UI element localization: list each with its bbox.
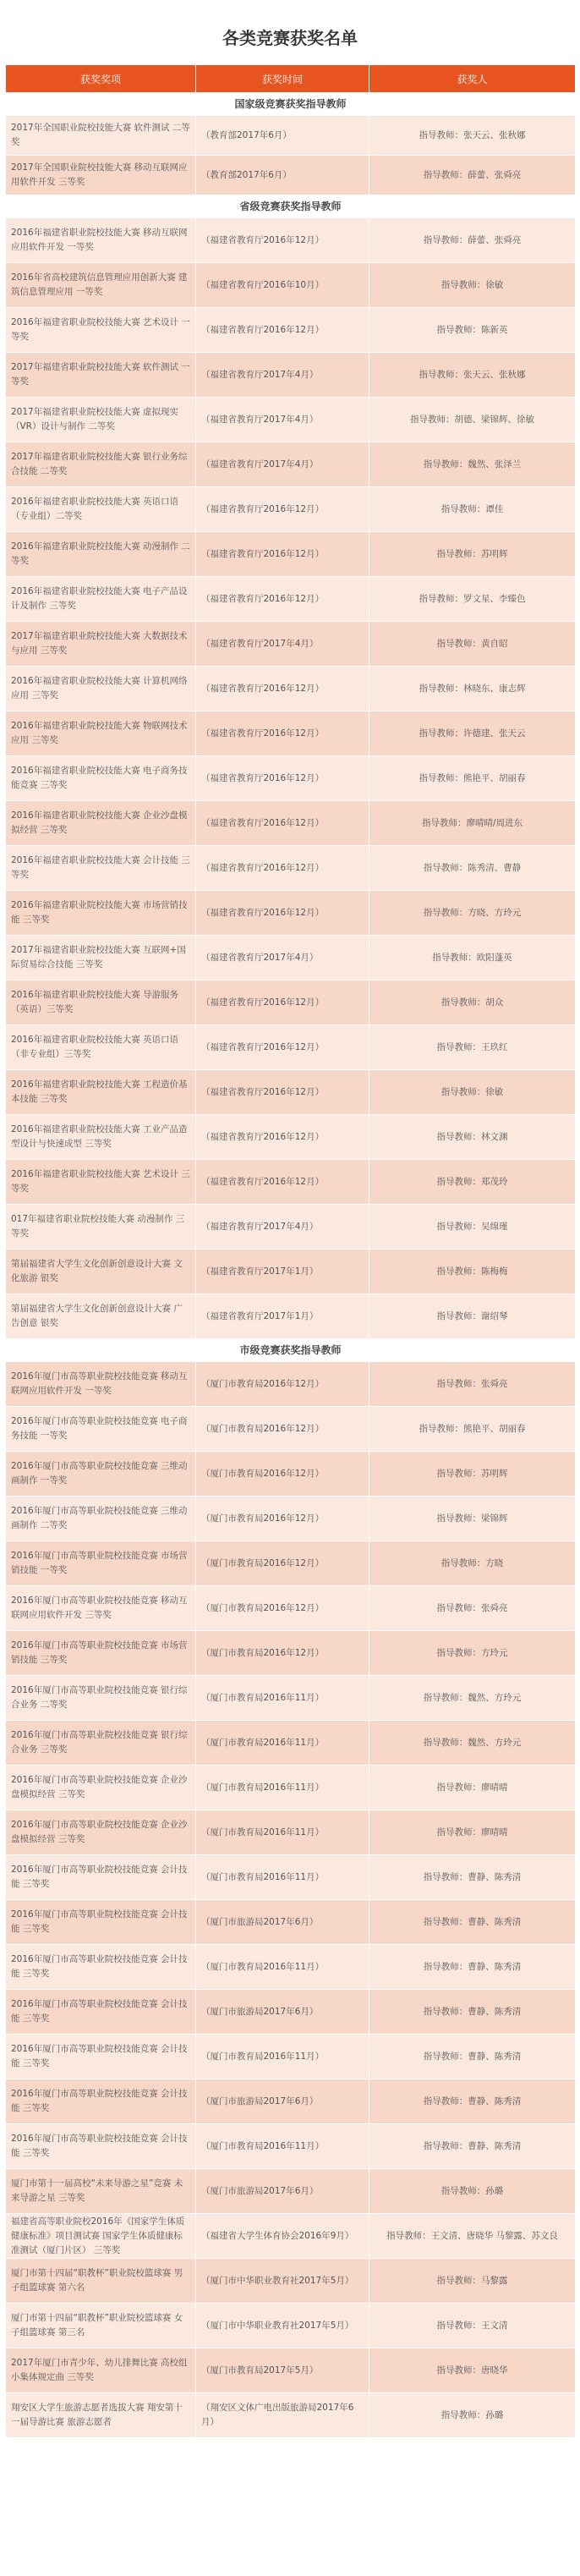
- table-row: [6, 487, 576, 532]
- cell-winner: 指导教师：孙璐: [369, 2169, 576, 2214]
- cell-time: （厦门市教育局2016年11月）: [196, 1676, 369, 1721]
- table-row: [6, 936, 576, 980]
- cell-award: 2016年厦门市高等职业院校技能竞赛 会计技能 三等奖: [6, 1900, 196, 1945]
- cell-winner: 指导教师：曹静、陈秀清: [369, 1855, 576, 1900]
- table-row: [6, 398, 576, 442]
- table-row: [6, 2259, 576, 2304]
- cell-winner: 指导教师：孙璐: [369, 2393, 576, 2438]
- section-title: 国家级竞赛获奖指导教师: [6, 93, 576, 116]
- cell-award: 2016年厦门市高等职业院校技能竞赛 会计技能 三等奖: [6, 2124, 196, 2169]
- cell-winner: 指导教师：陈秀清、曹静: [369, 846, 576, 891]
- cell-time: （厦门市中华职业教育社2017年5月）: [196, 2259, 369, 2304]
- table-row: [6, 2304, 576, 2348]
- cell-time: （厦门市中华职业教育社2017年5月）: [196, 2304, 369, 2348]
- table-body: [6, 93, 576, 2438]
- cell-award: 017年福建省职业院校技能大赛 动漫制作 三等奖: [6, 1205, 196, 1250]
- cell-time: （厦门市教育局2016年12月）: [196, 1541, 369, 1586]
- cell-award: 2016年厦门市高等职业院校技能竞赛 会计技能 三等奖: [6, 1990, 196, 2035]
- cell-award: 2016年福建省职业院校技能大赛 物联网技术应用 三等奖: [6, 711, 196, 756]
- cell-award: 2016年厦门市高等职业院校技能竞赛 会计技能 三等奖: [6, 1855, 196, 1900]
- cell-award: 2016年厦门市高等职业院校技能竞赛 银行综合业务 三等奖: [6, 1721, 196, 1766]
- cell-winner: 指导教师：苏明辉: [369, 1452, 576, 1497]
- table-row: [6, 622, 576, 667]
- cell-time: （翔安区文体广电出版旅游局2017年6月）: [196, 2393, 369, 2438]
- table-row: [6, 1407, 576, 1452]
- table-row: [6, 1586, 576, 1631]
- section-title: 省级竞赛获奖指导教师: [6, 195, 576, 218]
- table-row: [6, 846, 576, 891]
- cell-award: 厦门市第十四届“职教杯”职业院校篮球赛 男子组篮球赛 第六名: [6, 2259, 196, 2304]
- cell-winner: 指导教师：胡众: [369, 980, 576, 1025]
- cell-time: （福建省教育厅2016年12月）: [196, 1115, 369, 1160]
- table-row: [6, 1676, 576, 1721]
- cell-winner: 指导教师：薛蕾、张舜亮: [369, 156, 576, 195]
- cell-award: 2016年福建省职业院校技能大赛 市场营销技能 三等奖: [6, 891, 196, 936]
- cell-time: （厦门市教育局2016年12月）: [196, 1452, 369, 1497]
- cell-time: （福建省教育厅2017年1月）: [196, 1294, 369, 1339]
- cell-time: （厦门市教育局2016年12月）: [196, 1631, 369, 1676]
- cell-time: （教育部2017年6月）: [196, 156, 369, 195]
- cell-time: （厦门市教育局2016年11月）: [196, 1945, 369, 1990]
- cell-time: （福建省教育厅2016年12月）: [196, 756, 369, 801]
- table-row: [6, 1945, 576, 1990]
- cell-award: 翔安区大学生旅游志愿者选拔大赛 翔安第十一届导游比赛 旅游志愿者: [6, 2393, 196, 2438]
- cell-winner: 指导教师：谢绍琴: [369, 1294, 576, 1339]
- cell-winner: 指导教师：方玲元: [369, 1631, 576, 1676]
- cell-winner: 指导教师：谭佳: [369, 487, 576, 532]
- cell-winner: 指导教师：曹静、陈秀清: [369, 2035, 576, 2079]
- cell-time: （厦门市教育局2016年11月）: [196, 1721, 369, 1766]
- cell-winner: 指导教师：方晓: [369, 1541, 576, 1586]
- cell-award: 2016年厦门市高等职业院校技能竞赛 企业沙盘模拟经营 三等奖: [6, 1810, 196, 1855]
- cell-time: （厦门市教育局2016年11月）: [196, 1855, 369, 1900]
- cell-winner: 指导教师：陈新英: [369, 308, 576, 353]
- cell-time: （厦门市教育局2016年12月）: [196, 1586, 369, 1631]
- cell-time: （福建省教育厅2016年12月）: [196, 1160, 369, 1205]
- table-row: [6, 2079, 576, 2124]
- cell-winner: 指导教师：黄自昭: [369, 622, 576, 667]
- cell-time: （厦门市教育局2016年12月）: [196, 1362, 369, 1407]
- cell-award: 2016年厦门市高等职业院校技能竞赛 移动互联网应用软件开发 三等奖: [6, 1586, 196, 1631]
- cell-award: 2017年福建省职业院校技能大赛 大数据技术与应用 三等奖: [6, 622, 196, 667]
- cell-winner: 指导教师：曹静、陈秀清: [369, 1900, 576, 1945]
- header-winner: 获奖人: [369, 65, 576, 93]
- cell-award: 2017年福建省职业院校技能大赛 软件测试 一等奖: [6, 353, 196, 398]
- cell-award: 2017年全国职业院校技能大赛 软件测试 二等奖: [6, 116, 196, 156]
- section-title: 市级竞赛获奖指导教师: [6, 1339, 576, 1362]
- cell-time: （厦门市教育局2016年11月）: [196, 1810, 369, 1855]
- table-row: [6, 1115, 576, 1160]
- table-row: [6, 1025, 576, 1070]
- cell-time: （厦门市教育局2016年11月）: [196, 1766, 369, 1810]
- cell-winner: 指导教师：廖晴晴: [369, 1766, 576, 1810]
- table-row: [6, 1362, 576, 1407]
- cell-winner: 指导教师：曹静、陈秀清: [369, 1945, 576, 1990]
- cell-winner: 指导教师：方晓、方玲元: [369, 891, 576, 936]
- cell-winner: 指导教师：曹静、陈秀清: [369, 2124, 576, 2169]
- section-header: [6, 195, 576, 218]
- cell-winner: 指导教师：张舜亮: [369, 1362, 576, 1407]
- cell-winner: 指导教师：唐晓华: [369, 2348, 576, 2393]
- cell-winner: 指导教师：郑茂玲: [369, 1160, 576, 1205]
- cell-time: （福建省教育厅2017年4月）: [196, 442, 369, 487]
- cell-time: （福建省大学生体育协会2016年9月）: [196, 2214, 369, 2259]
- cell-award: 2016年省高校建筑信息管理应用创新大赛 建筑信息管理应用 一等奖: [6, 263, 196, 308]
- awards-table: [5, 64, 576, 2438]
- cell-time: （福建省教育厅2017年4月）: [196, 1205, 369, 1250]
- cell-winner: 指导教师：王文清、唐晓华 马黎露、苏文良: [369, 2214, 576, 2259]
- cell-time: （福建省教育厅2017年4月）: [196, 936, 369, 980]
- table-row: [6, 1452, 576, 1497]
- cell-winner: 指导教师：徐敏: [369, 1070, 576, 1115]
- cell-time: （福建省教育厅2017年1月）: [196, 1250, 369, 1294]
- table-row: [6, 2035, 576, 2079]
- cell-award: 2016年厦门市高等职业院校技能竞赛 会计技能 三等奖: [6, 2035, 196, 2079]
- table-row: [6, 1205, 576, 1250]
- cell-winner: 指导教师：欧阳蓬英: [369, 936, 576, 980]
- cell-winner: 指导教师：马黎露: [369, 2259, 576, 2304]
- cell-award: 2017年厦门市青少年、幼儿排舞比赛 高校组小集体规定曲 三等奖: [6, 2348, 196, 2393]
- cell-winner: 指导教师：廖晴晴/周进东: [369, 801, 576, 846]
- table-row: [6, 891, 576, 936]
- table-row: [6, 1900, 576, 1945]
- table-row: [6, 2393, 576, 2438]
- table-row: [6, 308, 576, 353]
- table-row: [6, 980, 576, 1025]
- cell-time: （教育部2017年6月）: [196, 116, 369, 156]
- cell-winner: 指导教师：魏然、张泽兰: [369, 442, 576, 487]
- cell-time: （厦门市教育局2016年11月）: [196, 2035, 369, 2079]
- cell-award: 2016年厦门市高等职业院校技能竞赛 三维动画制作 二等奖: [6, 1497, 196, 1541]
- cell-winner: 指导教师：熊艳平、胡丽春: [369, 756, 576, 801]
- cell-winner: 指导教师：张天云、张秋娜: [369, 116, 576, 156]
- cell-winner: 指导教师：林晓东、康志辉: [369, 667, 576, 711]
- table-row: [6, 1855, 576, 1900]
- cell-time: （厦门市旅游局2017年6月）: [196, 2169, 369, 2214]
- table-row: [6, 1766, 576, 1810]
- cell-time: （福建省教育厅2016年12月）: [196, 487, 369, 532]
- cell-award: 2016年福建省职业院校技能大赛 电子商务技能竞赛 三等奖: [6, 756, 196, 801]
- table-row: [6, 1250, 576, 1294]
- cell-winner: 指导教师：薛蕾、张舜亮: [369, 218, 576, 263]
- cell-award: 2016年厦门市高等职业院校技能竞赛 会计技能 三等奖: [6, 1945, 196, 1990]
- table-row: [6, 1294, 576, 1339]
- cell-award: 2016年福建省职业院校技能大赛 动漫制作 二等奖: [6, 532, 196, 577]
- cell-winner: 指导教师：张天云、张秋娜: [369, 353, 576, 398]
- cell-winner: 指导教师：魏然、方玲元: [369, 1676, 576, 1721]
- cell-award: 2016年福建省职业院校技能大赛 艺术设计 三等奖: [6, 1160, 196, 1205]
- cell-award: 2016年厦门市高等职业院校技能竞赛 电子商务技能 一等奖: [6, 1407, 196, 1452]
- table-row: [6, 756, 576, 801]
- cell-award: 2016年厦门市高等职业院校技能竞赛 市场营销技能 三等奖: [6, 1631, 196, 1676]
- cell-winner: 指导教师：陈梅梅: [369, 1250, 576, 1294]
- cell-award: 2016年福建省职业院校技能大赛 会计技能 三等奖: [6, 846, 196, 891]
- cell-award: 2016年福建省职业院校技能大赛 移动互联网应用软件开发 一等奖: [6, 218, 196, 263]
- cell-time: （福建省教育厅2016年12月）: [196, 891, 369, 936]
- cell-time: （福建省教育厅2016年12月）: [196, 1070, 369, 1115]
- cell-winner: 指导教师：胡德、梁锦辉、徐敏: [369, 398, 576, 442]
- table-row: [6, 2348, 576, 2393]
- cell-time: （福建省教育厅2016年12月）: [196, 801, 369, 846]
- cell-time: （福建省教育厅2016年10月）: [196, 263, 369, 308]
- cell-time: （福建省教育厅2016年12月）: [196, 218, 369, 263]
- table-row: [6, 1990, 576, 2035]
- cell-winner: 指导教师：王玖红: [369, 1025, 576, 1070]
- table-row: [6, 2124, 576, 2169]
- cell-award: 第届福建省大学生文化创新创意设计大赛 广告创意 银奖: [6, 1294, 196, 1339]
- table-row: [6, 1721, 576, 1766]
- cell-winner: 指导教师：徐敏: [369, 263, 576, 308]
- table-row: [6, 2214, 576, 2259]
- cell-award: 2016年福建省职业院校技能大赛 企业沙盘模拟经营 三等奖: [6, 801, 196, 846]
- cell-time: （厦门市旅游局2017年6月）: [196, 1900, 369, 1945]
- cell-time: （厦门市教育局2016年11月）: [196, 2124, 369, 2169]
- cell-winner: 指导教师：罗文星、李臻色: [369, 577, 576, 622]
- cell-award: 2016年福建省职业院校技能大赛 计算机网络应用 三等奖: [6, 667, 196, 711]
- cell-winner: 指导教师：许德建、张天云: [369, 711, 576, 756]
- table-row: [6, 442, 576, 487]
- cell-time: （厦门市教育局2016年12月）: [196, 1407, 369, 1452]
- page-title: 各类竞赛获奖名单: [222, 28, 358, 48]
- cell-award: 2017年福建省职业院校技能大赛 互联网+国际贸易综合技能 三等奖: [6, 936, 196, 980]
- cell-time: （厦门市旅游局2017年6月）: [196, 2079, 369, 2124]
- cell-time: （福建省教育厅2016年12月）: [196, 577, 369, 622]
- table-row: [6, 353, 576, 398]
- cell-award: 福建省高等职业院校2016年《国家学生体质健康标准》项目测试赛 国家学生体质健康标准测试（厦门片区） 三等奖: [6, 2214, 196, 2259]
- cell-award: 2016年福建省职业院校技能大赛 艺术设计 一等奖: [6, 308, 196, 353]
- cell-award: 第届福建省大学生文化创新创意设计大赛 文化旅游 银奖: [6, 1250, 196, 1294]
- cell-award: 2016年福建省职业院校技能大赛 工业产品造型设计与快速成型 三等奖: [6, 1115, 196, 1160]
- table-row: [6, 2169, 576, 2214]
- cell-winner: 指导教师：梁锦辉: [369, 1497, 576, 1541]
- header-award: 获奖奖项: [6, 65, 196, 93]
- cell-time: （福建省教育厅2016年12月）: [196, 846, 369, 891]
- table-row: [6, 1497, 576, 1541]
- table-row: [6, 1631, 576, 1676]
- cell-time: （福建省教育厅2017年4月）: [196, 353, 369, 398]
- table-row: [6, 1541, 576, 1586]
- table-row: [6, 116, 576, 156]
- cell-award: 厦门市第十四届“职教杯”职业院校篮球赛 女子组篮球赛 第三名: [6, 2304, 196, 2348]
- table-row: [6, 532, 576, 577]
- cell-winner: 指导教师：曹静、陈秀清: [369, 2079, 576, 2124]
- cell-award: 2017年福建省职业院校技能大赛 银行业务综合技能 二等奖: [6, 442, 196, 487]
- cell-award: 2016年福建省职业院校技能大赛 导游服务（英语）三等奖: [6, 980, 196, 1025]
- cell-award: 2017年福建省职业院校技能大赛 虚拟现实（VR）设计与制作 二等奖: [6, 398, 196, 442]
- table-row: [6, 711, 576, 756]
- table-header: [6, 65, 576, 93]
- cell-award: 2017年全国职业院校技能大赛 移动互联网应用软件开发 三等奖: [6, 156, 196, 195]
- table-row: [6, 218, 576, 263]
- cell-winner: 指导教师：熊艳平、胡丽春: [369, 1407, 576, 1452]
- section-header: [6, 93, 576, 116]
- table-row: [6, 577, 576, 622]
- table-row: [6, 1070, 576, 1115]
- cell-award: 2016年福建省职业院校技能大赛 电子产品设计及制作 三等奖: [6, 577, 196, 622]
- cell-award: 2016年厦门市高等职业院校技能竞赛 企业沙盘模拟经营 三等奖: [6, 1766, 196, 1810]
- cell-award: 2016年福建省职业院校技能大赛 工程造价基本技能 三等奖: [6, 1070, 196, 1115]
- cell-winner: 指导教师：廖晴晴: [369, 1810, 576, 1855]
- cell-award: 2016年厦门市高等职业院校技能竞赛 三维动画制作 一等奖: [6, 1452, 196, 1497]
- cell-award: 2016年厦门市高等职业院校技能竞赛 会计技能 三等奖: [6, 2079, 196, 2124]
- cell-award: 2016年厦门市高等职业院校技能竞赛 移动互联网应用软件开发 一等奖: [6, 1362, 196, 1407]
- cell-time: （福建省教育厅2016年12月）: [196, 711, 369, 756]
- cell-award: 2016年福建省职业院校技能大赛 英语口语（非专业组）三等奖: [6, 1025, 196, 1070]
- cell-award: 2016年厦门市高等职业院校技能竞赛 市场营销技能 一等奖: [6, 1541, 196, 1586]
- cell-winner: 指导教师：曹静、陈秀清: [369, 1990, 576, 2035]
- table-row: [6, 1810, 576, 1855]
- cell-time: （福建省教育厅2016年12月）: [196, 667, 369, 711]
- cell-time: （福建省教育厅2016年12月）: [196, 980, 369, 1025]
- cell-time: （福建省教育厅2016年12月）: [196, 532, 369, 577]
- cell-winner: 指导教师：张舜亮: [369, 1586, 576, 1631]
- cell-time: （厦门市教育局2017年5月）: [196, 2348, 369, 2393]
- cell-award: 2016年厦门市高等职业院校技能竞赛 银行综合业务 二等奖: [6, 1676, 196, 1721]
- table-row: [6, 156, 576, 195]
- cell-winner: 指导教师：林文渊: [369, 1115, 576, 1160]
- header-time: 获奖时间: [196, 65, 369, 93]
- section-header: [6, 1339, 576, 1362]
- table-row: [6, 263, 576, 308]
- cell-winner: 指导教师：王文清: [369, 2304, 576, 2348]
- table-row: [6, 801, 576, 846]
- table-row: [6, 667, 576, 711]
- cell-time: （厦门市旅游局2017年6月）: [196, 1990, 369, 2035]
- cell-winner: 指导教师：吴绵瑾: [369, 1205, 576, 1250]
- cell-winner: 指导教师：魏然、方玲元: [369, 1721, 576, 1766]
- table-row: [6, 1160, 576, 1205]
- cell-time: （福建省教育厅2016年12月）: [196, 308, 369, 353]
- cell-time: （福建省教育厅2017年4月）: [196, 622, 369, 667]
- cell-award: 厦门市第十一届高校“未来导游之星”竞赛 未来导游之星 三等奖: [6, 2169, 196, 2214]
- cell-time: （福建省教育厅2017年4月）: [196, 398, 369, 442]
- cell-time: （福建省教育厅2016年12月）: [196, 1025, 369, 1070]
- cell-award: 2016年福建省职业院校技能大赛 英语口语（专业组）二等奖: [6, 487, 196, 532]
- cell-winner: 指导教师：苏明辉: [369, 532, 576, 577]
- cell-time: （厦门市教育局2016年12月）: [196, 1497, 369, 1541]
